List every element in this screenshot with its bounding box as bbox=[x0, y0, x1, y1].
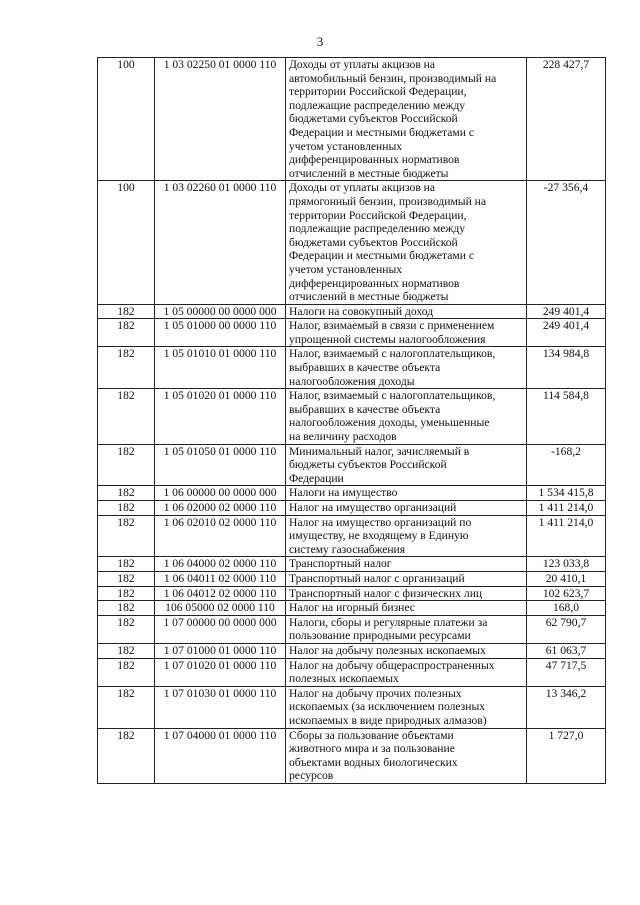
revenue-name-line: упрощенной системы налогообложения bbox=[289, 332, 486, 346]
admin-code-cell: 100 bbox=[98, 181, 155, 304]
admin-code-cell: 182 bbox=[98, 728, 155, 783]
revenue-name-line: Налог на добычу прочих полезных bbox=[289, 686, 462, 700]
budget-classification-code-cell: 1 06 04000 02 0000 110 bbox=[155, 557, 286, 572]
admin-code-cell: 182 bbox=[98, 389, 155, 444]
revenue-name-cell bbox=[286, 347, 527, 389]
revenue-name-line: полезных ископаемых bbox=[289, 672, 399, 686]
amount-cell: 102 623,7 bbox=[527, 586, 606, 601]
amount-cell: 61 063,7 bbox=[527, 643, 606, 658]
revenue-name-line: Доходы от уплаты акцизов на bbox=[289, 181, 436, 195]
table-row bbox=[98, 304, 606, 319]
amount-cell: 1 411 214,0 bbox=[527, 501, 606, 516]
amount-cell: 47 717,5 bbox=[527, 658, 606, 686]
admin-code-cell: 182 bbox=[98, 643, 155, 658]
admin-code-cell: 100 bbox=[98, 58, 155, 181]
revenue-name-line: Транспортный налог с организаций bbox=[289, 571, 465, 585]
revenue-name-line: дифференцированных нормативов bbox=[289, 153, 460, 167]
revenue-name-cell bbox=[286, 444, 527, 486]
revenue-name-line: автомобильный бензин, производимый на bbox=[289, 71, 497, 85]
revenue-name-cell bbox=[286, 515, 527, 557]
amount-cell: 62 790,7 bbox=[527, 615, 606, 643]
revenue-name-line: Налоги, сборы и регулярные платежи за bbox=[289, 615, 488, 629]
revenue-name-line: Сборы за пользование объектами bbox=[289, 728, 454, 742]
admin-code-cell: 182 bbox=[98, 686, 155, 728]
revenue-name-line: ресурсов bbox=[289, 769, 334, 783]
table-row bbox=[98, 586, 606, 601]
budget-classification-code-cell: 1 06 02010 02 0000 110 bbox=[155, 515, 286, 557]
admin-code-cell: 182 bbox=[98, 515, 155, 557]
budget-classification-code-cell: 1 06 00000 00 0000 000 bbox=[155, 486, 286, 501]
revenue-name-line: дифференцированных нормативов bbox=[289, 276, 460, 290]
budget-classification-code-cell: 1 07 04000 01 0000 110 bbox=[155, 728, 286, 783]
revenue-name-line: ископаемых (за исключением полезных bbox=[289, 700, 486, 714]
revenue-name-line: подлежащие распределению между bbox=[289, 222, 466, 236]
table-row bbox=[98, 58, 606, 181]
amount-cell: 20 410,1 bbox=[527, 571, 606, 586]
table-row bbox=[98, 571, 606, 586]
revenue-name-line: Налоги на имущество bbox=[289, 486, 398, 500]
budget-classification-code-cell: 1 06 04012 02 0000 110 bbox=[155, 586, 286, 601]
revenue-name-line: бюджетами субъектов Российской bbox=[289, 112, 458, 126]
budget-classification-code-cell: 1 06 02000 02 0000 110 bbox=[155, 501, 286, 516]
budget-classification-code-cell: 106 05000 02 0000 110 bbox=[155, 601, 286, 616]
budget-classification-code-cell: 1 05 01050 01 0000 110 bbox=[155, 444, 286, 486]
budget-classification-code-cell: 1 05 01020 01 0000 110 bbox=[155, 389, 286, 444]
budget-classification-code-cell: 1 07 01000 01 0000 110 bbox=[155, 643, 286, 658]
revenue-name-line: Федерации и местными бюджетами с bbox=[289, 125, 474, 139]
revenue-name-line: Минимальный налог, зачисляемый в bbox=[289, 444, 470, 458]
revenue-name-line: имуществу, не входящему в Единую bbox=[289, 529, 469, 543]
table-row bbox=[98, 319, 606, 347]
budget-classification-code-cell: 1 07 01020 01 0000 110 bbox=[155, 658, 286, 686]
revenue-name-cell bbox=[286, 58, 527, 181]
budget-classification-code-cell: 1 03 02260 01 0000 110 bbox=[155, 181, 286, 304]
admin-code-cell: 182 bbox=[98, 586, 155, 601]
page-number: 3 bbox=[316, 34, 324, 49]
admin-code-cell: 182 bbox=[98, 347, 155, 389]
admin-code-cell: 182 bbox=[98, 658, 155, 686]
budget-classification-code-cell: 1 06 04011 02 0000 110 bbox=[155, 571, 286, 586]
admin-code-cell: 182 bbox=[98, 304, 155, 319]
revenue-name-cell bbox=[286, 643, 527, 658]
revenue-name-cell bbox=[286, 686, 527, 728]
revenue-name-cell bbox=[286, 557, 527, 572]
amount-cell: 13 346,2 bbox=[527, 686, 606, 728]
revenue-name-cell bbox=[286, 571, 527, 586]
revenue-name-cell bbox=[286, 501, 527, 516]
table-row bbox=[98, 389, 606, 444]
table-row bbox=[98, 515, 606, 557]
table-row bbox=[98, 601, 606, 616]
admin-code-cell: 182 bbox=[98, 319, 155, 347]
revenue-name-line: Налог, взимаемый с налогоплательщиков, bbox=[289, 347, 496, 361]
revenue-name-line: животного мира и за пользование bbox=[289, 742, 455, 756]
table-row bbox=[98, 557, 606, 572]
table-row bbox=[98, 658, 606, 686]
amount-cell: 228 427,7 bbox=[527, 58, 606, 181]
admin-code-cell: 182 bbox=[98, 444, 155, 486]
revenue-name-cell bbox=[286, 586, 527, 601]
revenue-name-line: территории Российской Федерации, bbox=[289, 208, 467, 222]
admin-code-cell: 182 bbox=[98, 557, 155, 572]
budget-classification-code-cell: 1 07 01030 01 0000 110 bbox=[155, 686, 286, 728]
table-row bbox=[98, 181, 606, 304]
budget-classification-code-cell: 1 05 01010 01 0000 110 bbox=[155, 347, 286, 389]
revenue-name-line: систему газоснабжения bbox=[289, 542, 406, 556]
revenue-name-line: выбравших в качестве объекта bbox=[289, 402, 441, 416]
revenue-name-line: отчислений в местные бюджеты bbox=[289, 166, 449, 180]
admin-code-cell: 182 bbox=[98, 601, 155, 616]
amount-cell: -27 356,4 bbox=[527, 181, 606, 304]
revenue-name-line: Налог на добычу общераспространенных bbox=[289, 658, 495, 672]
admin-code-cell: 182 bbox=[98, 486, 155, 501]
revenue-name-line: Налог на имущество организаций bbox=[289, 501, 457, 514]
table-row bbox=[98, 486, 606, 501]
revenue-name-cell bbox=[286, 181, 527, 304]
table-row bbox=[98, 686, 606, 728]
amount-cell: 134 984,8 bbox=[527, 347, 606, 389]
admin-code-cell: 182 bbox=[98, 571, 155, 586]
revenue-name-cell bbox=[286, 615, 527, 643]
revenue-name-line: Налог, взимаемый в связи с применением bbox=[289, 319, 495, 333]
revenue-name-cell bbox=[286, 601, 527, 616]
revenue-name-line: учетом установленных bbox=[289, 262, 403, 276]
revenue-name-line: Доходы от уплаты акцизов на bbox=[289, 58, 436, 71]
revenue-name-cell bbox=[286, 319, 527, 347]
revenue-name-cell bbox=[286, 658, 527, 686]
table-row bbox=[98, 643, 606, 658]
revenue-name-line: территории Российской Федерации, bbox=[289, 85, 467, 99]
budget-classification-code-cell: 1 07 00000 00 0000 000 bbox=[155, 615, 286, 643]
table-row bbox=[98, 501, 606, 516]
table-row bbox=[98, 728, 606, 783]
budget-classification-code-cell: 1 03 02250 01 0000 110 bbox=[155, 58, 286, 181]
amount-cell: 1 411 214,0 bbox=[527, 515, 606, 557]
revenue-name-line: Налог на игорный бизнес bbox=[289, 601, 415, 615]
revenue-name-line: Транспортный налог с физических лиц bbox=[289, 586, 483, 600]
revenue-name-line: Налоги на совокупный доход bbox=[289, 304, 434, 318]
amount-cell: 1 534 415,8 bbox=[527, 486, 606, 501]
revenue-name-cell bbox=[286, 389, 527, 444]
admin-code-cell: 182 bbox=[98, 501, 155, 516]
budget-classification-code-cell: 1 05 00000 00 0000 000 bbox=[155, 304, 286, 319]
revenue-name-line: объектами водных биологических bbox=[289, 755, 458, 769]
revenue-name-cell bbox=[286, 486, 527, 501]
revenue-name-line: Федерации и местными бюджетами с bbox=[289, 249, 474, 263]
table-row bbox=[98, 615, 606, 643]
revenue-name-line: ископаемых в виде природных алмазов) bbox=[289, 713, 487, 727]
revenue-name-line: выбравших в качестве объекта bbox=[289, 361, 441, 375]
revenue-name-cell bbox=[286, 728, 527, 783]
budget-classification-code-cell: 1 05 01000 00 0000 110 bbox=[155, 319, 286, 347]
revenue-name-line: Федерации bbox=[289, 471, 344, 485]
revenue-name-cell bbox=[286, 304, 527, 319]
revenue-name-line: на величину расходов bbox=[289, 430, 397, 444]
amount-cell: 114 584,8 bbox=[527, 389, 606, 444]
revenue-name-line: подлежащие распределению между bbox=[289, 98, 466, 112]
revenue-table bbox=[97, 57, 606, 784]
revenue-name-line: бюджетами субъектов Российской bbox=[289, 235, 458, 249]
amount-cell: 168,0 bbox=[527, 601, 606, 616]
revenue-name-line: налогообложения доходы, уменьшенные bbox=[289, 416, 490, 430]
revenue-name-line: налогообложения доходы bbox=[289, 374, 415, 388]
table-row bbox=[98, 444, 606, 486]
revenue-name-line: бюджеты субъектов Российской bbox=[289, 458, 447, 472]
amount-cell: 123 033,8 bbox=[527, 557, 606, 572]
revenue-name-line: отчислений в местные бюджеты bbox=[289, 290, 449, 304]
revenue-name-line: Транспортный налог bbox=[289, 557, 392, 571]
amount-cell: 1 727,0 bbox=[527, 728, 606, 783]
table-row bbox=[98, 347, 606, 389]
amount-cell: -168,2 bbox=[527, 444, 606, 486]
revenue-table-body bbox=[98, 58, 606, 784]
revenue-name-line: прямогонный бензин, производимый на bbox=[289, 194, 487, 208]
revenue-name-line: учетом установленных bbox=[289, 139, 403, 153]
amount-cell: 249 401,4 bbox=[527, 319, 606, 347]
revenue-name-line: Налог на добычу полезных ископаемых bbox=[289, 643, 486, 657]
admin-code-cell: 182 bbox=[98, 615, 155, 643]
revenue-name-line: Налог, взимаемый с налогоплательщиков, bbox=[289, 389, 496, 403]
revenue-name-line: Налог на имущество организаций по bbox=[289, 515, 472, 529]
amount-cell: 249 401,4 bbox=[527, 304, 606, 319]
revenue-name-line: пользование природными ресурсами bbox=[289, 629, 471, 643]
